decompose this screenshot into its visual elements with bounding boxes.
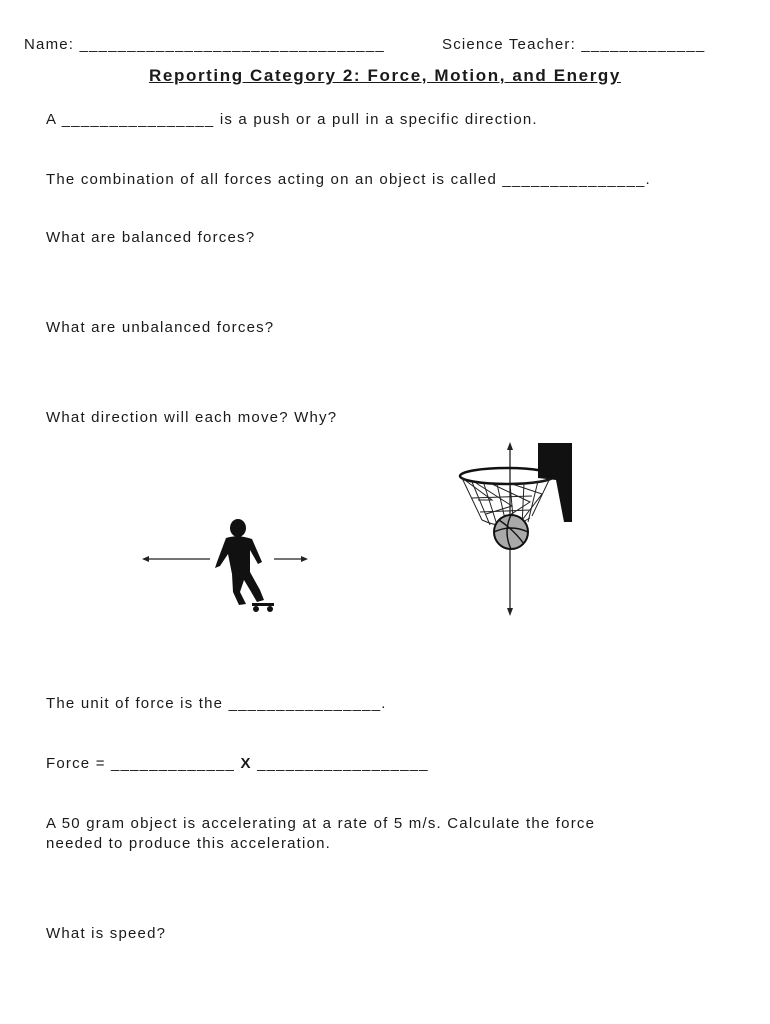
q7-blank-1[interactable]: _____________: [111, 755, 236, 772]
question-force-formula: [46, 755, 429, 772]
page-title: Reporting Category 2: Force, Motion, and Energy: [149, 66, 621, 85]
q1-text-post: is a push or a pull in a specific direction.: [219, 111, 538, 128]
q7-text-pre: Force =: [46, 755, 106, 772]
right-arrowhead: [301, 556, 308, 562]
name-blank[interactable]: ________________________________: [79, 36, 385, 53]
teacher-label: Science Teacher:: [442, 36, 576, 53]
teacher-blank[interactable]: _____________: [581, 36, 706, 53]
q6-text-pre: The unit of force is the: [46, 695, 224, 712]
skateboard-wheel-left: [253, 606, 259, 612]
question-calculate-force-line1: A 50 gram object is accelerating at a rate of 5 m/s. Calculate the force: [46, 815, 596, 832]
down-arrowhead: [507, 608, 513, 616]
q1-text-pre: A: [46, 111, 57, 128]
skateboard-deck: [252, 603, 274, 606]
q1-blank[interactable]: ________________: [61, 111, 215, 128]
q2-text-pre: The combination of all forces acting on an object is called: [46, 171, 498, 188]
question-force-definition: [46, 111, 538, 128]
question-balanced-forces: What are balanced forces?: [46, 229, 256, 246]
name-line: [24, 36, 385, 53]
q6-blank[interactable]: ________________: [228, 695, 382, 712]
question-net-force: [46, 171, 651, 188]
up-arrowhead: [507, 442, 513, 450]
question-unbalanced-forces: What are unbalanced forces?: [46, 319, 275, 336]
skateboarder-illustration: [140, 512, 315, 617]
question-unit-of-force: [46, 695, 387, 712]
left-arrowhead: [142, 556, 149, 562]
q6-period: .: [381, 695, 387, 712]
q2-period: .: [645, 171, 651, 188]
backboard: [538, 443, 572, 522]
question-calculate-force-line2: needed to produce this acceleration.: [46, 835, 332, 852]
multiply-sign: X: [240, 755, 252, 772]
teacher-line: [442, 36, 705, 53]
skateboard-wheel-right: [267, 606, 273, 612]
q7-blank-2[interactable]: __________________: [257, 755, 429, 772]
question-speed: What is speed?: [46, 925, 167, 942]
question-direction: What direction will each move? Why?: [46, 409, 338, 426]
person-silhouette: [215, 519, 264, 605]
q2-blank[interactable]: _______________: [502, 171, 646, 188]
basketball-figure: [452, 440, 574, 618]
basketball-hoop-illustration: [452, 440, 574, 618]
skateboarder-figure: [140, 512, 315, 617]
name-label: Name:: [24, 36, 75, 53]
